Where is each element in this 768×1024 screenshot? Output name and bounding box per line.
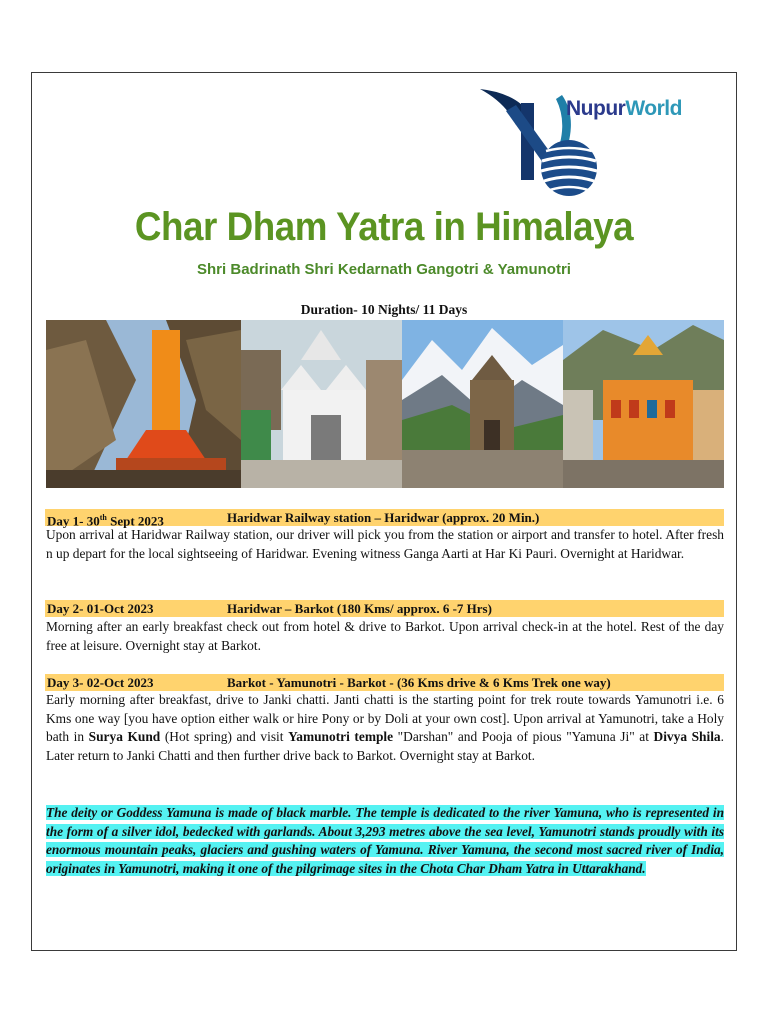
trip-duration: Duration- 10 Nights/ 11 Days: [300, 302, 468, 317]
day-2-label: Day 2- 01-Oct 2023: [47, 601, 154, 616]
brand-name-part2: World: [625, 97, 682, 120]
day-3-label: Day 3- 02-Oct 2023: [47, 675, 154, 690]
itinerary-page: [31, 72, 737, 951]
day-2-header: [45, 600, 724, 617]
day-3-text-3: "Darshan" and Pooja of pious "Yamuna Ji" at: [393, 729, 654, 745]
day-1-label-sup: th: [99, 513, 107, 522]
temple-photo-strip: [46, 320, 724, 488]
kedarnath-temple-image: [402, 320, 563, 488]
nupurworld-logo: [476, 85, 724, 205]
day-1-route: Haridwar Railway station – Haridwar (approx. 20 Min.): [227, 510, 540, 525]
gangotri-temple-image: [241, 320, 402, 488]
day-2-route: Haridwar – Barkot (180 Kms/ approx. 6 -7 Hrs): [227, 601, 492, 616]
day-1-description: Upon arrival at Haridwar Railway station, our driver will pick you from the station or airport and transfer to hotel. After fresh n up depart for the local sightseeing of Haridwar. Evening witness Ganga Aarti at Har Ki Pauri. Overnight at Haridwar.: [46, 527, 724, 561]
day-3-route: Barkot - Yamunotri - Barkot - (36 Kms drive & 6 Kms Trek one way): [227, 675, 611, 690]
brand-name: [566, 97, 682, 121]
day-3-header: [45, 674, 724, 691]
badrinath-temple-image: [563, 320, 724, 488]
day-2-description: Morning after an early breakfast check out from hotel & drive to Barkot. Upon arrival check-in at the hotel. Rest of the day free at leisure. Overnight stay at Barkot.: [46, 619, 724, 653]
day-3-text-1: Early morning after breakfast, drive to Janki chatti. Janti chatti is the starting point for trek route towards Yamunotri i.e. 6 Kms one way [you have option either walk or hire Pony or by Doli at your own cost]. Upon arrival at Yamunotri, take a Holy bath in: [46, 692, 724, 745]
day-1-label-post: Sept 2023: [106, 513, 164, 529]
surya-kund: Surya Kund: [88, 729, 161, 745]
yamunotri-temple: Yamunotri temple: [288, 729, 394, 745]
page-subtitle: Shri Badrinath Shri Kedarnath Gangotri & Yamunotri: [197, 261, 571, 278]
day-1-header: [45, 509, 724, 529]
yamuna-info-note: [46, 804, 724, 878]
page-title: Char Dham Yatra in Himalaya: [134, 205, 634, 249]
yamunotri-temple-image: [46, 320, 241, 488]
day-1-label-pre: Day 1- 30: [47, 513, 100, 529]
day-3-text-4: . Later return to Janki Chatti and then further drive back to Barkot. Overnight stay at Barkot.: [46, 729, 724, 763]
yamuna-info-text: The deity or Goddess Yamuna is made of black marble. The temple is dedicated to the river Yamuna, who is represented in the form of a silver idol, bedecked with garlands. About 3,293 metres above the sea level, Yamunotri stands proudly with its enormous mountain peaks, glaciers and gushing waters of Yamuna. River Yamuna, the second most sacred river of India, originates in Yamunotri, making it one of the pilgrimage sites in the Chota Char Dham Yatra in Uttarakhand.: [46, 805, 724, 876]
day-3-text-2: (Hot spring) and visit: [160, 729, 289, 745]
divya-shila: Divya Shila: [653, 729, 721, 745]
brand-name-part1: Nupur: [566, 97, 626, 120]
day-3-description: [46, 691, 724, 765]
